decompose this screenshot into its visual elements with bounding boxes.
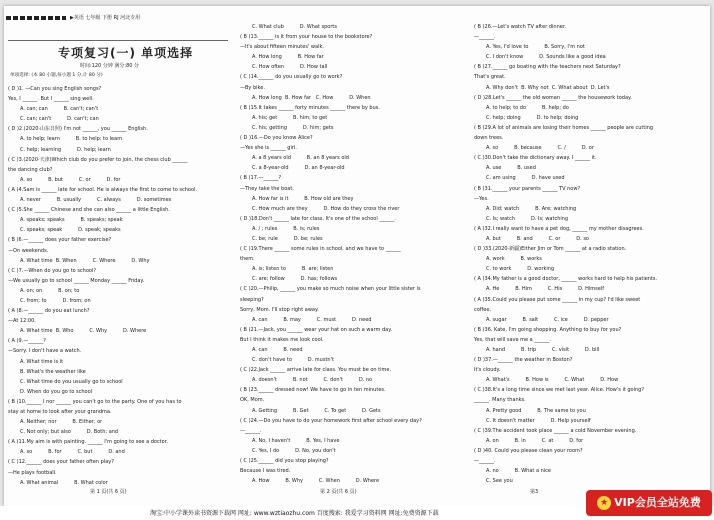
question-line: ( D )28.Let's ______ the old woman ______ the housework today.: [474, 94, 632, 101]
question-line: ( D )2.(2020·山东日照) I'm not ______, you ______ English.: [8, 126, 148, 133]
question-line: A. Did; watch B. Are; watching: [486, 205, 577, 212]
question-line: A. but B. and C. or D. so: [486, 235, 589, 242]
question-line: A. is; listen to B. are; listen: [252, 266, 334, 273]
question-line: C. Yes, I do D. No, you don't: [252, 447, 336, 454]
question-line: A. so B. because C. / D. or: [486, 145, 594, 152]
question-line: ( D )40. Could you please clean your room?: [474, 447, 583, 454]
question-line: ( B )13.______ is it from your house to the bookstore?: [240, 34, 373, 41]
question-line: ( C )3.(2020·天津)Which club do you prefer to join, the chess club ______: [8, 156, 188, 163]
question-line: Yes, I ______. But I ______ sing well.: [8, 96, 94, 103]
question-line: ( A )9.—______?: [8, 338, 46, 345]
question-line: ( A )11.My aim is with painting. ______ I'm going to see a doctor.: [8, 439, 168, 446]
question-line: A. What animal B. What color: [20, 479, 108, 486]
question-line: ( D )33.(2020·新疆)Either Jim or Tom ______ at a radio station.: [474, 246, 627, 253]
question-line: C. to work D. working: [486, 266, 555, 273]
question-line: sleeping?: [240, 296, 264, 303]
question-line: A. never B. usually C. always D. sometimes: [20, 197, 172, 204]
question-line: C. am using D. have used: [486, 175, 565, 182]
question-line: ( B )26.—Let's watch TV after dinner.: [474, 24, 567, 30]
question-line: ( C )20.—Philip, ______ you make so much noise when your little sister is: [240, 286, 421, 293]
question-line: C. can; can't D. can't; can: [20, 116, 99, 123]
question-line: A. to help; to do B. help; do: [486, 104, 569, 111]
question-line: coffee.: [474, 306, 491, 313]
question-line: Yes, that will save me a ______.: [474, 336, 551, 343]
question-line: C. See you: [486, 478, 513, 485]
question-line: C. What time do you usually go to school: [20, 378, 123, 385]
question-line: A. What time is it: [20, 358, 64, 365]
question-line: A. doesn't B. not C. don't D. no: [252, 377, 373, 384]
question-line: C. It doesn't matter D. Help yourself: [486, 417, 591, 424]
question-line: A. can B. need: [252, 347, 303, 353]
question-line: A. How far is it B. How old are they: [252, 195, 354, 202]
question-line: A. use B. used: [486, 165, 536, 172]
question-line: stay at home to look after your grandma.: [8, 409, 112, 415]
question-line: C. from; to D. from; on: [20, 297, 91, 304]
question-line: the dancing club?: [8, 166, 53, 173]
question-line: ( B )23.______ dressed now! We have to go in ten minutes.: [240, 387, 386, 394]
question-line: A. What's B. How is C. What D. How: [486, 377, 619, 384]
question-line: ( B )27.______ go boating with the teachers next Saturday?: [474, 64, 621, 71]
question-line: C. help; doing D. to help; doing: [486, 114, 579, 121]
question-line: —On weekends.: [8, 247, 49, 254]
question-line: —______.: [240, 427, 262, 434]
question-line: —They take the boat.: [240, 185, 294, 192]
question-line: —Sorry. I don't have a watch.: [8, 348, 82, 355]
page-number-1: 第 1 页(共 6 页): [90, 489, 127, 495]
question-line: Because I was tired.: [240, 468, 291, 475]
question-line: C. How often D. How tall: [252, 64, 328, 71]
question-line: ( A )8.—______ do you eat lunch?: [8, 308, 90, 315]
page-number-3: 第3: [530, 489, 539, 495]
question-line: A. can B. may C. must D. need: [252, 316, 372, 323]
question-line: ( A )4.Sam is ______ late for school. He is always the first to come to school.: [8, 186, 197, 193]
question-line: C. Not only; but also D. Both; and: [20, 429, 119, 436]
question-line: ( B )21.—Jack, you ______ wear your hat on such a warm day.: [240, 326, 393, 333]
question-line: D. When do you go to school: [20, 388, 93, 395]
question-line: —We usually go to school ______ Monday ______ Friday.: [8, 277, 145, 284]
question-line: ( D )37.—______ the weather in Boston?: [474, 357, 573, 364]
question-line: A. Why don't B. Why not C. What about D. Let's: [486, 84, 610, 91]
question-line: ( C )14.______ do you usually go to work?: [240, 74, 343, 81]
question-line: A. can; can B. can't; can't: [20, 106, 99, 113]
question-line: A. / ; rules B. is; rules: [252, 225, 320, 232]
question-line: A. How B. Why C. When D. Where: [252, 478, 380, 485]
question-line: B. What's the weather like: [20, 368, 86, 375]
question-line: A. a 8 years old B. an 8 years old: [252, 155, 349, 162]
question-line: A. Pretty good B. The same to you: [486, 407, 586, 414]
question-line: A. Neither; nor B. Either; or: [20, 419, 103, 426]
question-line: A. What time B. When C. Where D. Why: [20, 257, 150, 264]
question-line: ( C )5.She ______ Chinese and she can also ______ a little English.: [8, 207, 170, 214]
question-line: ( C )12.______ does your father often play?: [8, 459, 114, 466]
decorative-bar: [6, 16, 66, 20]
question-line: A. What time B. Who C. Why D. Where: [20, 328, 147, 335]
question-line: ( B )29.A lot of animals are losing their homes ______ people are cutting: [474, 124, 654, 131]
question-line: ( A )35.Could you please put some ______ in my cup? I'd like sweet: [474, 296, 641, 303]
question-line: A. sugar B. salt C. ice D. pepper: [486, 316, 609, 323]
question-line: A. No, I haven't B. Yes, I have: [252, 437, 340, 444]
question-line: C. his; getting D. him; gets: [252, 124, 334, 131]
divider: [8, 40, 228, 41]
question-line: ( B )15.It takes ______ forty minutes ______ there by bus.: [240, 104, 380, 111]
column-1: [8, 84, 228, 488]
crown-icon: ★: [597, 496, 611, 510]
question-line: them.: [240, 256, 255, 263]
question-line: C. speaks; speak D. speak; speaks: [20, 227, 121, 234]
footer-text: 淘宝:中小学课外读书资源下载网 网址: www.wztiaozhu.com 百度搜索: 我爱学习资料网 网址:免费资源下载: [150, 510, 439, 517]
question-line: ( C )25.______ did you stop playing?: [240, 458, 329, 465]
question-line: ( B )36. Kate, I'm going shopping. Anything to buy for you?: [474, 326, 622, 333]
question-line: ( D )1. —Can you sing English songs?: [8, 86, 102, 92]
question-line: ( A )34.My father is a good doctor, ______ works hard to help his patients.: [474, 276, 658, 283]
question-line: It's cloudy.: [474, 367, 501, 374]
question-line: ( D )16.—Do you know Alice?: [240, 135, 313, 142]
question-line: OK, Mom.: [240, 397, 265, 404]
question-line: C. be; rule D. be; rules: [252, 235, 323, 242]
section-intro: 单项选择: (本 80 小题,每小题 1 分,计 80 分): [10, 73, 103, 78]
column-2: [240, 22, 465, 486]
question-line: ( C )22.Jack ______ arrive late for class. You must be on time.: [240, 367, 392, 374]
question-line: —Yes.: [474, 195, 489, 202]
question-line: Sorry, Mom. I'll stop right away.: [240, 306, 319, 313]
page-subtitle: 时间:120 分钟 满分:80 分: [80, 63, 140, 69]
question-line: ( C )19.There ______ some rules in school, and we have to ______: [240, 246, 401, 253]
question-line: A. work B. works: [486, 256, 542, 263]
question-line: C. Is; watch D. Is; watching: [486, 215, 569, 222]
question-line: A. hand B. trip C. visit D. bill: [486, 347, 600, 353]
vip-label: VIP会员全站免费: [614, 496, 701, 509]
question-line: ( C )38.It's a long time since we met last year. Alice. How's it going?: [474, 387, 644, 394]
question-line: A. so B. but C. or D. for: [20, 176, 121, 183]
question-line: A. his; get B. him; to get: [252, 114, 328, 121]
question-line: ( D )18.Don't ______ late for class. It's one of the school ______.: [240, 215, 396, 222]
question-line: ( B )6.—______ does your father exercise?: [8, 237, 112, 244]
question-line: ( B )31.______ your parents ______ TV now?: [474, 185, 581, 192]
question-line: A. How long B. How far C. How D. When: [252, 94, 371, 101]
question-line: A. How long B. How far: [252, 54, 324, 61]
question-line: ( C )30.Don't take the dictionary away. I ______ it.: [474, 155, 597, 162]
vip-banner[interactable]: [586, 490, 712, 516]
question-line: ( A )32.I really want to have a pet dog, ______ my mother disagrees.: [474, 225, 644, 232]
question-line: ______. Many thanks.: [474, 397, 526, 404]
question-line: C. How much are they D. How do they cross the river: [252, 205, 400, 212]
question-line: ( B )17.—______?: [240, 175, 282, 182]
question-line: ( B )10.______ I nor ______ you can't go to the party. One of you has to: [8, 398, 182, 405]
question-line: —______.: [474, 34, 496, 41]
question-line: —It's about fifteen minutes' walk.: [240, 44, 324, 51]
question-line: —By bike.: [240, 84, 265, 91]
question-line: —Yes she is ______ girl.: [240, 145, 297, 152]
question-line: A. so B. for C. but D. and: [20, 449, 125, 456]
question-line: That's great.: [474, 74, 506, 81]
question-line: A. Yes, I'd love to B. Sorry, I'm not: [486, 44, 585, 51]
question-line: C. a 8-year-old D. an 8-year-old: [252, 165, 345, 172]
question-line: A. on B. in C. at D. for: [486, 437, 584, 444]
question-line: down trees.: [474, 135, 504, 142]
question-line: —______.: [474, 458, 496, 465]
question-line: C. are; follow D. has; follows: [252, 276, 338, 283]
question-line: ( C )24.—Do you have to do your homework first after school every day?: [240, 417, 422, 424]
question-line: ( C )7.—When do you go to school?: [8, 267, 97, 274]
question-line: C. What club D. What sports: [252, 24, 337, 30]
question-line: A. speaks; speaks B. speaks; speak: [20, 217, 123, 224]
question-line: A. He B. Him C. His D. Himself: [486, 286, 604, 293]
page-number-2: 第 2 页(共 6 页): [320, 489, 357, 495]
question-line: C. don't have to D. mustn't: [252, 357, 334, 364]
page-title: 专项复习(一) 单项选择: [58, 46, 194, 60]
question-line: A. on; on B. on; to: [20, 287, 80, 294]
question-line: But I think it makes me look cool.: [240, 336, 324, 343]
question-line: A. no B. What a nice: [486, 468, 552, 475]
question-line: ( C )39.The accident took place ______ a cold November evening.: [474, 427, 637, 434]
question-line: —At 12:00.: [8, 318, 36, 325]
column-3: [474, 22, 704, 486]
question-line: —He plays football.: [8, 469, 57, 476]
breadcrumb: ▶英语 七年级 下册 RJ 河北专用: [70, 15, 141, 21]
question-line: A. to help; learn B. to help; to learn: [20, 136, 123, 143]
question-line: C. help; learning D. help; learn: [20, 146, 111, 153]
question-line: C. I don't know D. Sounds like a good idea: [486, 54, 606, 61]
question-line: A. Getting B. Get C. To get D. Gets: [252, 407, 381, 414]
